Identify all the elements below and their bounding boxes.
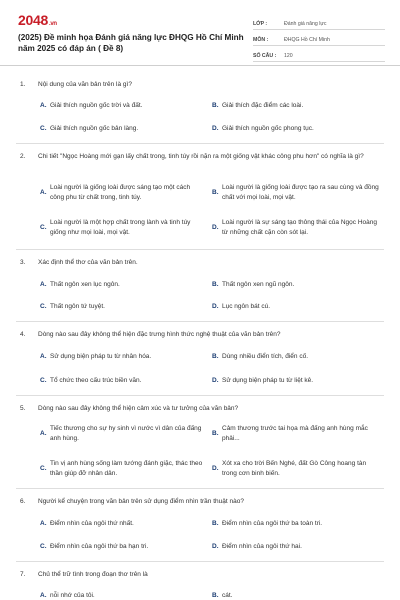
question-1-option-a[interactable]: A. Giải thích nguồn gốc trời và đất.: [40, 102, 143, 109]
page-title: (2025) Đề minh họa Đánh giá năng lực ĐHQG Hồ Chí Minh năm 2025 có đáp án ( Đề 8): [18, 33, 244, 53]
question-7-option-b[interactable]: B. cát.: [212, 592, 233, 599]
question-divider: [16, 321, 384, 322]
question-divider: [16, 143, 384, 144]
question-1-option-c[interactable]: C. Giải thích nguồn gốc bản làng.: [40, 125, 139, 132]
question-4-option-a[interactable]: A. Sử dụng biện pháp tu từ nhân hóa.: [40, 353, 152, 360]
meta-value: ĐHQG Hồ Chí Minh: [284, 37, 330, 43]
question-6-option-d[interactable]: D. Điểm nhìn của ngôi thứ hai.: [212, 543, 302, 550]
question-6-option-c[interactable]: C. Điểm nhìn của ngôi thứ ba hạn tri.: [40, 543, 149, 550]
question-3-option-b[interactable]: B. Thất ngôn xen ngũ ngôn.: [212, 281, 295, 288]
question-6-stem: 6. Người kể chuyện trong văn bản trên sử dụng điểm nhìn trần thuật nào?: [20, 498, 244, 505]
question-3-stem: 3. Xác định thể thơ của văn bản trên.: [20, 259, 138, 266]
question-4-stem: 4. Dòng nào sau đây không thể hiện đặc trưng hình thức nghệ thuật của văn bản trên?: [20, 331, 281, 338]
question-3-option-c[interactable]: C. Thất ngôn tứ tuyệt.: [40, 303, 105, 310]
meta-key: SỐ CÂU :: [253, 53, 277, 59]
question-5-option-b[interactable]: B. Cảm thương trước tai họa mà đấng anh hùng mắc phải...: [212, 425, 368, 442]
question-4-option-b[interactable]: B. Dùng nhiều điển tích, điển cố.: [212, 353, 309, 360]
question-7-option-a[interactable]: A. nỗi nhớ của tôi.: [40, 592, 95, 599]
question-1-option-d[interactable]: D. Giải thích nguồn gốc phong tục.: [212, 125, 314, 132]
question-5-option-d[interactable]: D. Xót xa cho trời Bến Nghé, đất Gò Công hoang tàn trong cơn binh biến.: [212, 460, 367, 477]
question-4-option-d[interactable]: D. Sử dụng biện pháp tu từ liệt kê.: [212, 377, 314, 384]
question-5-option-a[interactable]: A. Tiếc thương cho sự hy sinh vì nước vì dân của đấng anh hùng.: [40, 425, 202, 442]
question-6-option-a[interactable]: A. Điểm nhìn của ngôi thứ nhất.: [40, 520, 134, 527]
question-2-option-a[interactable]: A. Loài người là giống loài được sáng tạo một cách công phu từ chất trong, tinh túy.: [40, 184, 191, 201]
question-divider: [16, 395, 384, 396]
question-2-option-c[interactable]: C. Loài người là một hợp chất trong lành và tinh túy giống như mọi loài, mọi vật.: [40, 219, 191, 236]
question-divider: [16, 249, 384, 250]
meta-row-subject: [253, 30, 385, 46]
question-1-stem: 1. Nội dung của văn bản trên là gì?: [20, 81, 132, 88]
question-divider: [16, 561, 384, 562]
question-divider: [16, 488, 384, 489]
question-7-stem: 7. Chủ thể trữ tình trong đoạn thơ trên là: [20, 571, 148, 578]
question-5-stem: 5. Dòng nào sau đây không thể hiện cảm xúc và tư tưởng của văn bản?: [20, 405, 239, 412]
site-logo[interactable]: 2048.vn: [18, 12, 57, 28]
meta-value: 120: [284, 53, 293, 59]
question-5-option-c[interactable]: C. Tin vị anh hùng sống làm tướng đánh giặc, thác theo thần giúp đỡ nhân dân.: [40, 460, 203, 477]
question-3-option-a[interactable]: A. Thất ngôn xen lục ngôn.: [40, 281, 120, 288]
question-6-option-b[interactable]: B. Điểm nhìn của ngôi thứ ba toàn tri.: [212, 520, 323, 527]
meta-key: LỚP :: [253, 21, 268, 27]
meta-row-count: [253, 46, 385, 62]
page-header: [0, 0, 400, 66]
question-2-option-b[interactable]: B. Loài người là giống loài được tạo ra sau cùng và đồng chất với mọi loài, mọi vật.: [212, 184, 379, 201]
meta-row-class: [253, 14, 385, 30]
question-2-option-d[interactable]: D. Loài người là sự sáng tạo thông thái của Ngọc Hoàng từ những chất cặn còn sót lại.: [212, 219, 377, 236]
question-2-stem: 2. Chi tiết "Ngọc Hoàng mới gạn lấy chất trong, tinh túy rồi nặn ra một giống vật khác công phu hơn" có nghĩa là gì?: [20, 153, 364, 160]
question-3-option-d[interactable]: D. Lục ngôn bát cú.: [212, 303, 271, 310]
question-4-option-c[interactable]: C. Tổ chức theo cấu trúc biền văn.: [40, 377, 142, 384]
exam-meta: [253, 14, 385, 62]
question-1-option-b[interactable]: B. Giải thích đặc điểm các loài.: [212, 102, 304, 109]
meta-key: MÔN :: [253, 37, 269, 43]
meta-value: Đánh giá năng lực: [284, 21, 327, 27]
